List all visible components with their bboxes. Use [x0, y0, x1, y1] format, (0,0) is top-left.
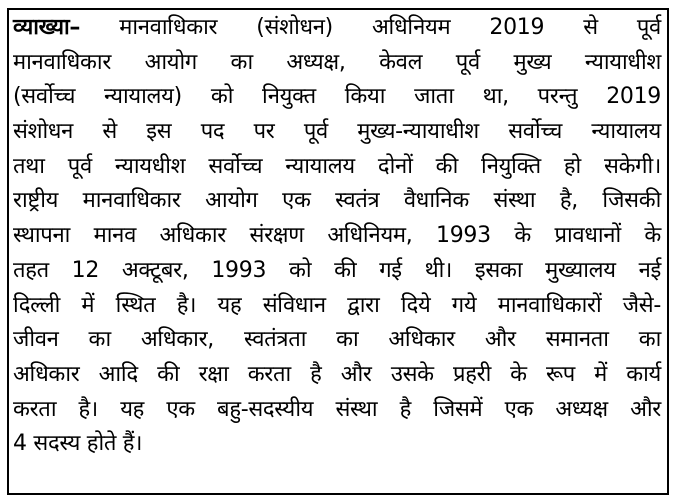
text-line-5: तथा पूर्व न्यायधीश सर्वोच्च न्यायालय दोनों की नियुक्ति हो सकेगी। [13, 153, 661, 179]
text-line-3: (सर्वोच्च न्यायालय) को नियुक्त किया जाता था, परन्तु 2019 [13, 84, 661, 110]
text-line-13: 4 सदस्य होते हैं। [13, 431, 143, 457]
text-line-7: स्थापना मानव अधिकार संरक्षण अधिनियम, 1993 के प्रावधानों के [13, 223, 661, 249]
text-line-11: अधिकार आदि की रक्षा करता है और उसके प्रहरी के रूप में कार्य [13, 361, 661, 387]
explanation-label: व्याख्या– [13, 15, 81, 40]
text-line-2: मानवाधिकार आयोग का अध्यक्ष, केवल पूर्व मुख्य न्यायाधीश [13, 49, 661, 75]
text-line-12: करता है। यह एक बहु-सदस्यीय संस्था है जिसमें एक अध्यक्ष और [13, 396, 661, 422]
text-line-1-body: मानवाधिकार (संशोधन) अधिनियम 2019 से पूर्व [119, 15, 661, 40]
text-line-4: संशोधन से इस पद पर पूर्व मुख्य-न्यायाधीश सर्वोच्च न्यायालय [13, 119, 661, 145]
text-line-10: जीवन का अधिकार, स्वतंत्रता का अधिकार और समानता का [13, 327, 661, 353]
text-line-8: तहत 12 अक्टूबर, 1993 को की गई थी। इसका मुख्यालय नई [13, 257, 661, 283]
text-line-9: दिल्ली में स्थित है। यह संविधान द्वारा दिये गये मानवाधिकारों जैसे- [13, 292, 661, 318]
text-line-6: राष्ट्रीय मानवाधिकार आयोग एक स्वतंत्र वैधानिक संस्था है, जिसकी [13, 188, 661, 214]
explanation-text [13, 11, 665, 462]
text-line-1 [13, 11, 661, 46]
